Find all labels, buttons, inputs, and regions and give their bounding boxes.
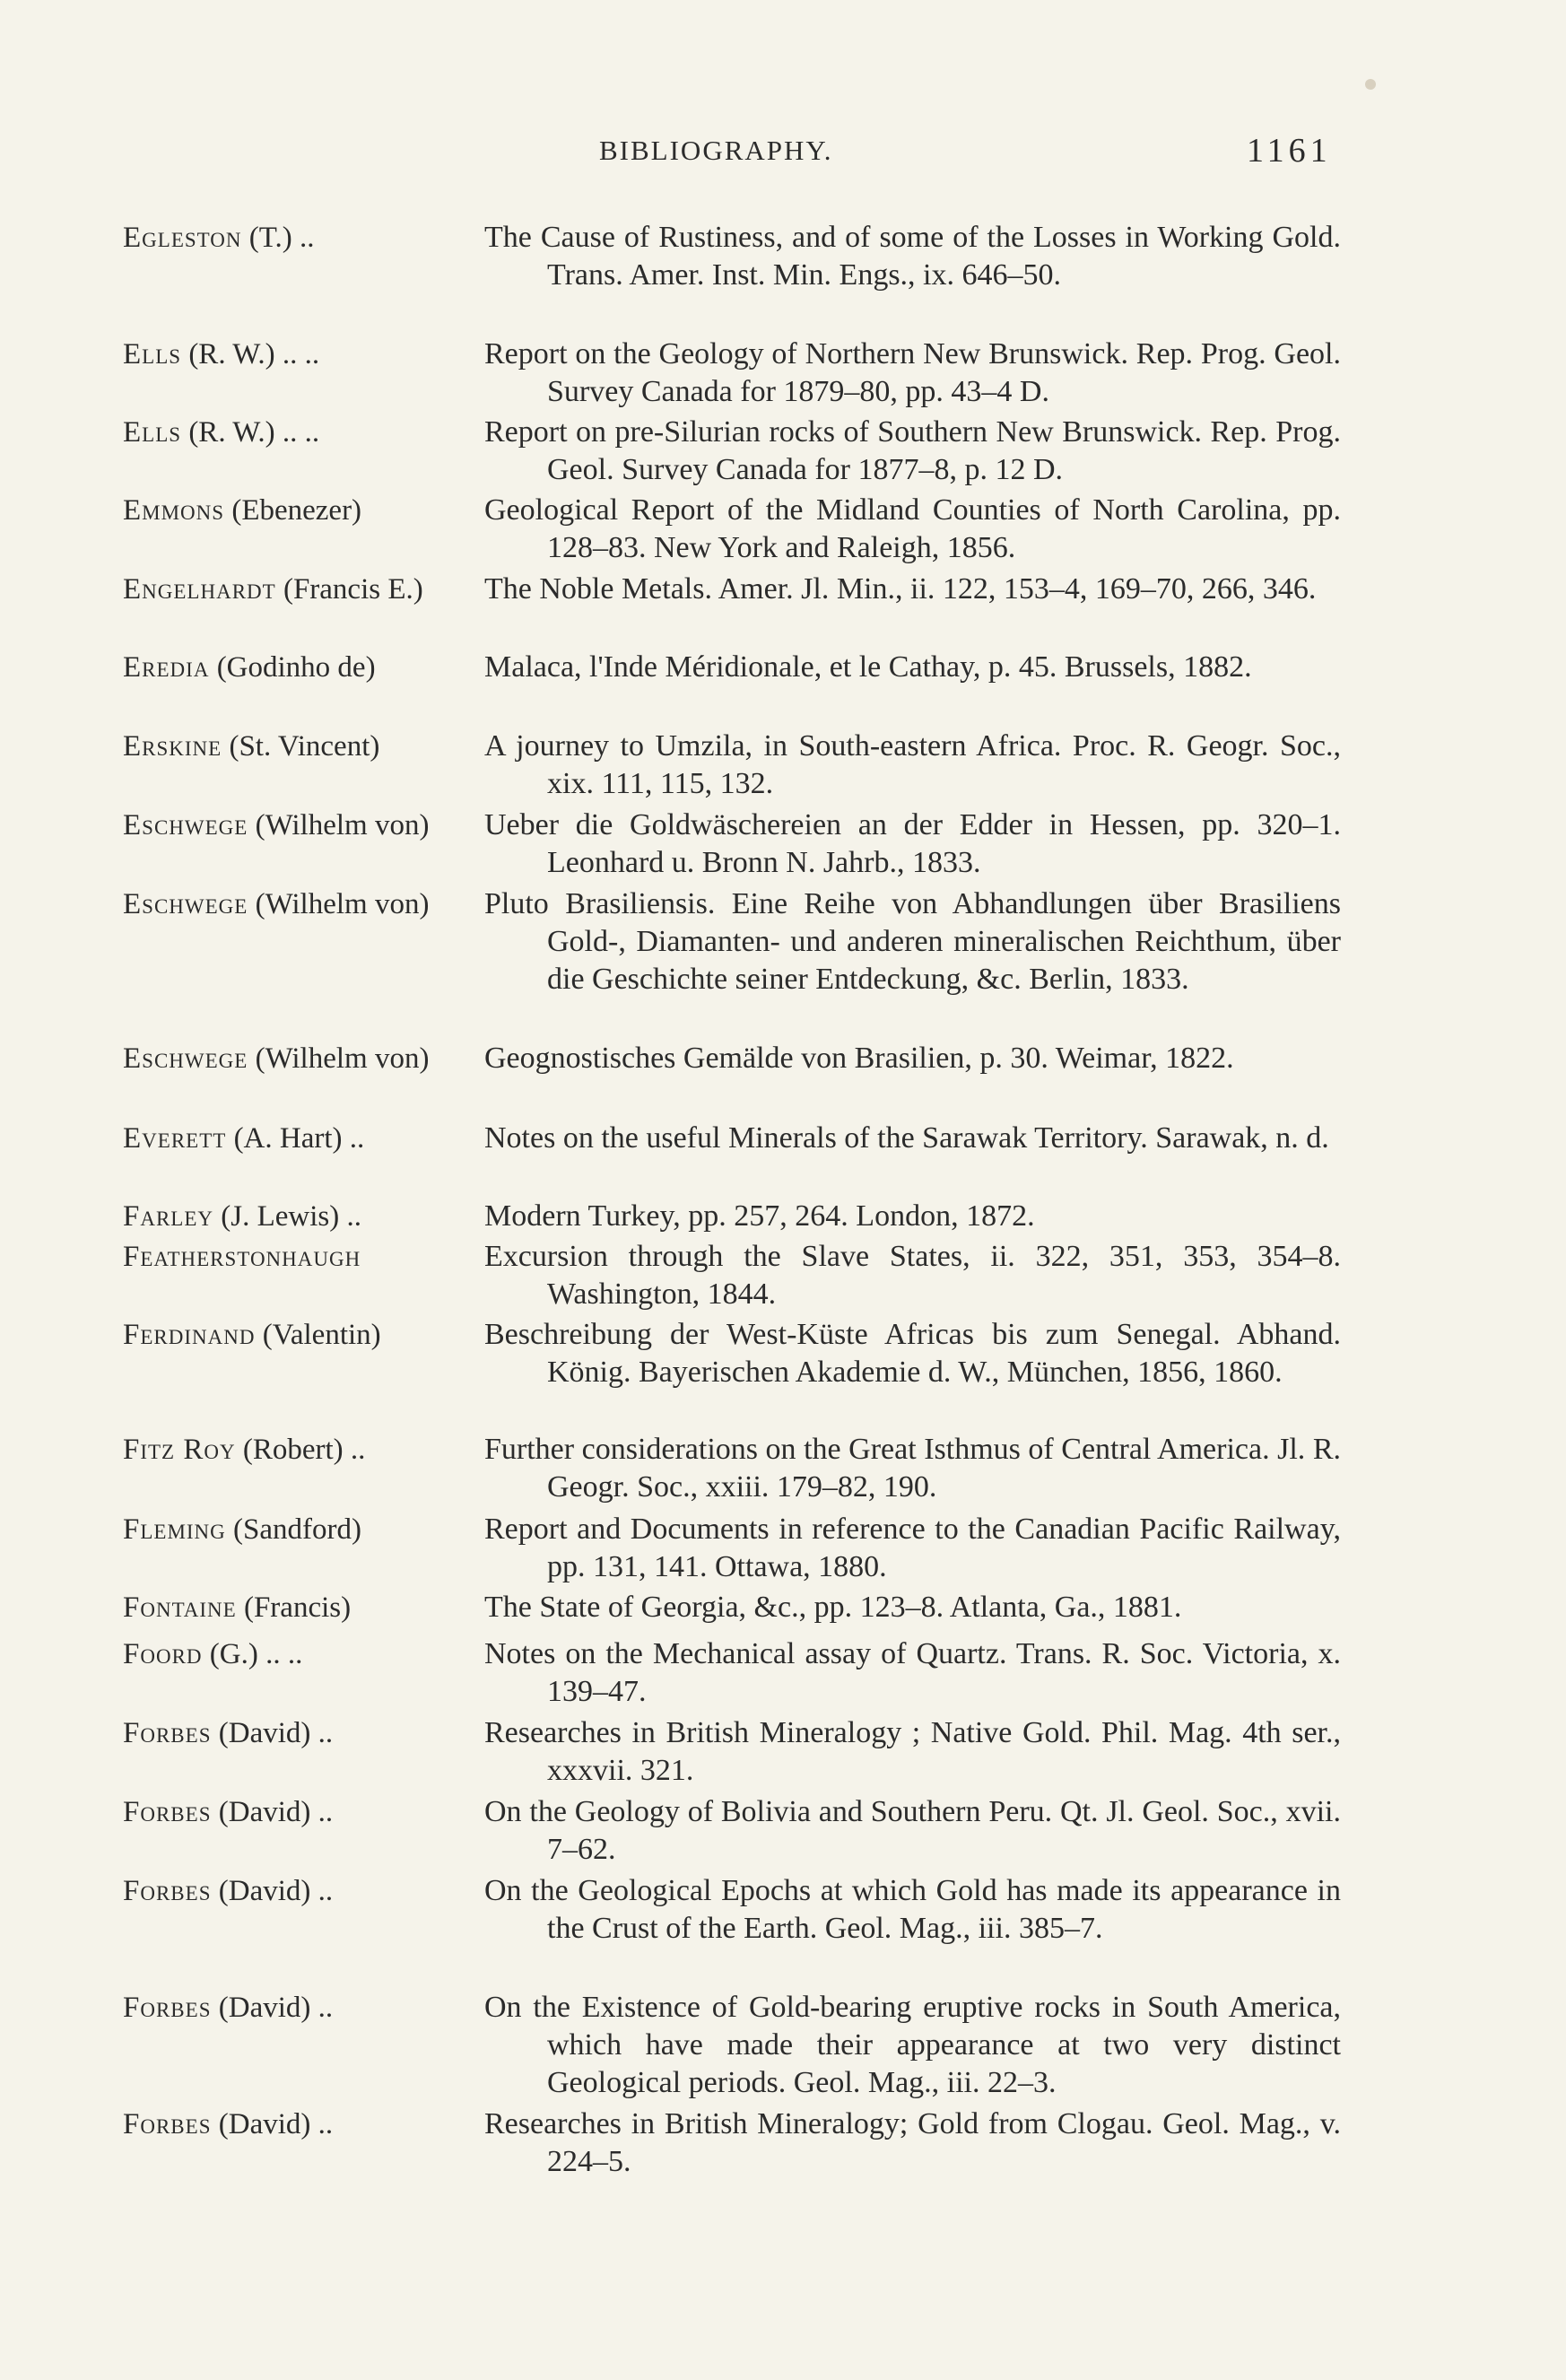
entry-citation: Report and Documents in reference to the Canadian Pacific Railway, pp. 131, 141. Ottawa, 1880. <box>484 1513 1341 1583</box>
entry-author: Forbes (David) .. <box>123 1796 334 1828</box>
entry-author: Forbes (David) .. <box>123 1717 334 1749</box>
entry-author: Fontaine (Francis) <box>123 1591 352 1624</box>
entry-author: Eschwege (Wilhelm von) <box>123 1042 430 1075</box>
entry-author: Ferdinand (Valentin) <box>123 1319 381 1351</box>
entry-author: Everett (A. Hart) .. <box>123 1122 365 1155</box>
entry-citation: Geognostisches Gemälde von Brasilien, p. 30. Weimar, 1822. <box>484 1042 1234 1075</box>
entry-author: Eschwege (Wilhelm von) <box>123 888 430 920</box>
entry-author: Fitz Roy (Robert) .. <box>123 1434 366 1466</box>
entry-citation: The Noble Metals. Amer. Jl. Min., ii. 122, 153–4, 169–70, 266, 346. <box>484 572 1317 606</box>
entry-citation: Modern Turkey, pp. 257, 264. London, 1872. <box>484 1199 1035 1233</box>
entry-author: Egleston (T.) .. <box>123 222 315 254</box>
entry-citation: Pluto Brasiliensis. Eine Reihe von Abhandlungen über Brasiliens Gold-, Diamanten- und anderen mineralischen Reichthum, über die Geschichte seiner Entdeckung, &c. Berlin, 1833. <box>484 887 1341 996</box>
entry-citation: Beschreibung der West-Küste Africas bis zum Senegal. Abhand. König. Bayerischen Akademie d. W., München, 1856, 1860. <box>484 1318 1341 1389</box>
entry-citation: Report on the Geology of Northern New Brunswick. Rep. Prog. Geol. Survey Canada for 1879–80, pp. 43–4 D. <box>484 337 1341 408</box>
entry-citation: Further considerations on the Great Isthmus of Central America. Jl. R. Geogr. Soc., xxiii. 179–82, 190. <box>484 1433 1341 1504</box>
entry-author: Ells (R. W.) .. .. <box>123 416 320 449</box>
entry-author: Forbes (David) .. <box>123 2108 334 2140</box>
entry-citation: Malaca, l'Inde Méridionale, et le Cathay, p. 45. Brussels, 1882. <box>484 650 1252 684</box>
entry-citation: Report on pre-Silurian rocks of Southern New Brunswick. Rep. Prog. Geol. Survey Canada for 1877–8, p. 12 D. <box>484 415 1341 486</box>
entry-author: Forbes (David) .. <box>123 1875 334 1907</box>
entry-author: Eredia (Godinho de) <box>123 651 376 684</box>
entry-author: Erskine (St. Vincent) <box>123 730 380 763</box>
entry-citation: On the Geological Epochs at which Gold has made its appearance in the Crust of the Earth. Geol. Mag., iii. 385–7. <box>484 1874 1341 1945</box>
entry-citation: The State of Georgia, &c., pp. 123–8. Atlanta, Ga., 1881. <box>484 1591 1182 1624</box>
entry-citation: Researches in British Mineralogy; Gold from Clogau. Geol. Mag., v. 224–5. <box>484 2107 1341 2178</box>
entry-citation: On the Existence of Gold-bearing eruptive rocks in South America, which have made their appearance at two very distinct Geological periods. Geol. Mag., iii. 22–3. <box>484 1991 1341 2099</box>
running-title: BIBLIOGRAPHY. <box>599 135 833 166</box>
entry-author: Featherstonhaugh <box>123 1241 361 1273</box>
page-number: 1161 <box>1247 132 1332 170</box>
entry-author: Emmons (Ebenezer) <box>123 494 362 527</box>
entry-author: Foord (G.) .. .. <box>123 1638 303 1670</box>
entry-author: Eschwege (Wilhelm von) <box>123 809 430 841</box>
entry-author: Forbes (David) .. <box>123 1992 334 2024</box>
entry-citation: Geological Report of the Midland Counties of North Carolina, pp. 128–83. New York and Raleigh, 1856. <box>484 493 1341 564</box>
entry-citation: Notes on the Mechanical assay of Quartz. Trans. R. Soc. Victoria, x. 139–47. <box>484 1637 1341 1708</box>
entry-author: Ells (R. W.) .. .. <box>123 338 320 371</box>
entry-author: Fleming (Sandford) <box>123 1513 361 1546</box>
entry-citation: Ueber die Goldwäschereien an der Edder in Hessen, pp. 320–1. Leonhard u. Bronn N. Jahrb., 1833. <box>484 808 1341 879</box>
entry-citation: Researches in British Mineralogy ; Native Gold. Phil. Mag. 4th ser., xxxvii. 321. <box>484 1716 1341 1787</box>
entry-author: Engelhardt (Francis E.) <box>123 573 423 606</box>
entry-citation: A journey to Umzila, in South-eastern Africa. Proc. R. Geogr. Soc., xix. 111, 115, 132. <box>484 729 1341 800</box>
entry-citation: On the Geology of Bolivia and Southern Peru. Qt. Jl. Geol. Soc., xvii. 7–62. <box>484 1795 1341 1866</box>
entry-citation: Excursion through the Slave States, ii. 322, 351, 353, 354–8. Washington, 1844. <box>484 1240 1341 1311</box>
entry-author: Farley (J. Lewis) .. <box>123 1200 361 1233</box>
entry-citation: Notes on the useful Minerals of the Sarawak Territory. Sarawak, n. d. <box>484 1121 1329 1155</box>
entry-citation: The Cause of Rustiness, and of some of the Losses in Working Gold. Trans. Amer. Inst. Min. Engs., ix. 646–50. <box>484 221 1341 292</box>
